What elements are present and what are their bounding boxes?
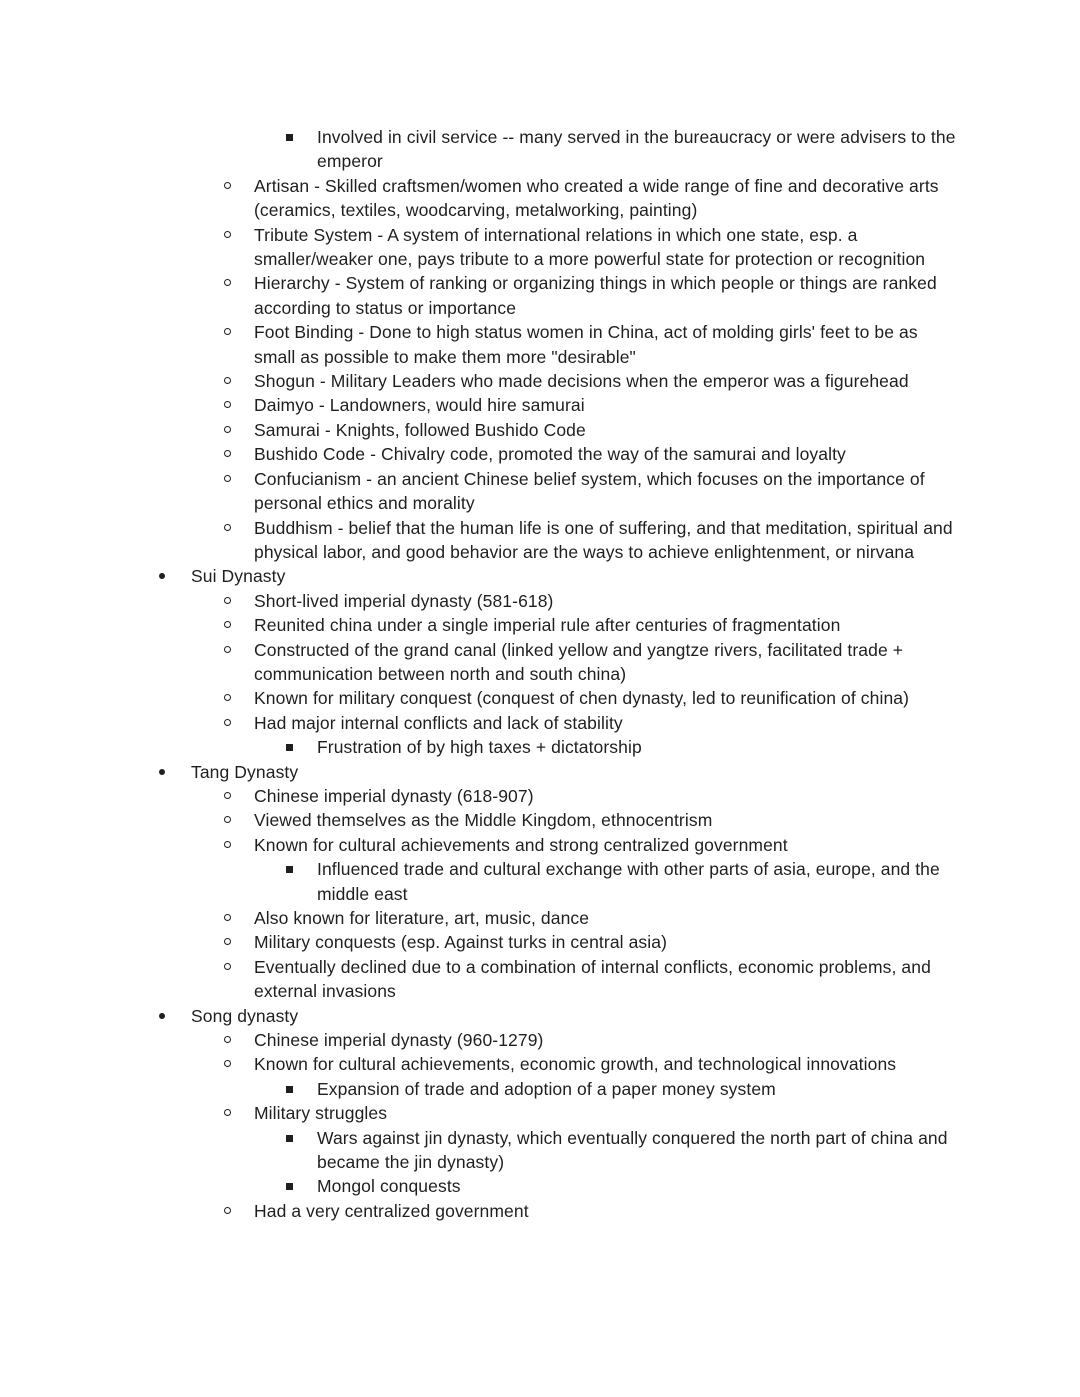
section-heading-song-dynasty: [0, 1004, 1080, 1028]
square-bullet-icon: [286, 1183, 293, 1190]
list-item-text: Short-lived imperial dynasty (581-618): [254, 590, 554, 611]
list-item-text: Also known for literature, art, music, dance: [254, 908, 590, 928]
list-item: [0, 1199, 1080, 1223]
list-item: [0, 320, 1080, 369]
list-item-text: Military struggles: [254, 1103, 388, 1124]
circle-bullet-icon: [224, 719, 231, 726]
circle-bullet-icon: [224, 401, 231, 408]
list-item-text: Wars against jin dynasty, which eventually conquered the north part of china and became the jin dynasty): [317, 1127, 948, 1173]
list-item: [0, 1126, 1080, 1175]
list-item-text: Hierarchy - System of ranking or organizing things in which people or things are ranked according to status or importance: [254, 273, 937, 318]
square-bullet-icon: [286, 1135, 293, 1142]
list-item-text: Frustration of by high taxes + dictatorship: [317, 737, 642, 758]
circle-bullet-icon: [224, 377, 231, 384]
square-bullet-icon: [286, 1086, 293, 1093]
list-item: [0, 369, 1080, 393]
list-item: [0, 808, 1080, 832]
section-heading-text: Sui Dynasty: [191, 566, 286, 587]
list-item: [0, 613, 1080, 637]
list-item-text: Chinese imperial dynasty (618-907): [254, 785, 534, 806]
list-item-text: Tribute System - A system of international relations in which one state, esp. a smaller/weaker one, pays tribute to a more powerful state for protection or recognition: [254, 224, 926, 270]
notes-document: [0, 125, 1080, 1223]
list-item-text: Chinese imperial dynasty (960-1279): [254, 1030, 544, 1051]
circle-bullet-icon: [224, 1109, 231, 1116]
circle-bullet-icon: [224, 938, 231, 945]
square-bullet-icon: [286, 866, 293, 873]
circle-bullet-icon: [224, 279, 231, 286]
list-item-text: Known for cultural achievements, economic growth, and technological innovations: [254, 1054, 897, 1075]
list-item-text: Eventually declined due to a combination of internal conflicts, economic problems, and external invasions: [254, 956, 931, 1002]
list-item-text: Reunited china under a single imperial rule after centuries of fragmentation: [254, 615, 841, 636]
list-item: [0, 930, 1080, 954]
circle-bullet-icon: [224, 1060, 231, 1067]
list-item: [0, 906, 1080, 930]
list-item: [0, 833, 1080, 857]
circle-bullet-icon: [224, 450, 231, 457]
list-item-text: Viewed themselves as the Middle Kingdom, ethnocentrism: [254, 810, 713, 831]
list-item-text: Expansion of trade and adoption of a paper money system: [317, 1078, 776, 1099]
list-item: [0, 271, 1080, 320]
list-item-text: Constructed of the grand canal (linked yellow and yangtze rivers, facilitated trade + communication between north and south china): [254, 639, 904, 684]
list-item: [0, 955, 1080, 1004]
list-item: [0, 223, 1080, 272]
circle-bullet-icon: [224, 646, 231, 653]
list-item: [0, 784, 1080, 808]
list-item-text: Known for cultural achievements and strong centralized government: [254, 834, 788, 855]
circle-bullet-icon: [224, 841, 231, 848]
list-item-text: Foot Binding - Done to high status women in China, act of molding girls' feet to be as small as possible to make them more "desirable": [254, 322, 918, 367]
circle-bullet-icon: [224, 475, 231, 482]
list-item: [0, 1101, 1080, 1125]
section-heading-sui-dynasty: [0, 564, 1080, 588]
list-item: [0, 1174, 1080, 1198]
circle-bullet-icon: [224, 426, 231, 433]
list-item: [0, 1028, 1080, 1052]
list-item: [0, 467, 1080, 516]
circle-bullet-icon: [224, 816, 231, 823]
list-item: [0, 686, 1080, 710]
section-heading-text: Tang Dynasty: [191, 761, 299, 782]
circle-bullet-icon: [224, 792, 231, 799]
list-item: [0, 516, 1080, 565]
circle-bullet-icon: [224, 963, 231, 970]
list-item: [0, 418, 1080, 442]
list-item: [0, 735, 1080, 759]
circle-bullet-icon: [224, 524, 231, 531]
dot-bullet-icon: [159, 1013, 165, 1019]
circle-bullet-icon: [224, 231, 231, 238]
circle-bullet-icon: [224, 621, 231, 628]
list-item-text: Mongol conquests: [317, 1176, 461, 1197]
list-item: [0, 125, 1080, 174]
section-heading-tang-dynasty: [0, 760, 1080, 784]
list-item: [0, 442, 1080, 466]
list-item-text: Involved in civil service -- many served in the bureaucracy or were advisers to the emperor: [317, 127, 956, 172]
list-item-text: Samurai - Knights, followed Bushido Code: [254, 419, 586, 440]
list-item: [0, 589, 1080, 613]
list-item: [0, 711, 1080, 735]
list-item-text: Military conquests (esp. Against turks in central asia): [254, 932, 668, 953]
dot-bullet-icon: [159, 769, 165, 775]
square-bullet-icon: [286, 134, 293, 141]
circle-bullet-icon: [224, 182, 231, 189]
list-item-text: Had a very centralized government: [254, 1200, 529, 1221]
list-item: [0, 1077, 1080, 1101]
list-item-text: Artisan - Skilled craftsmen/women who created a wide range of fine and decorative arts (ceramics, textiles, woodcarving, metalworking, painting): [254, 175, 939, 221]
list-item-text: Daimyo - Landowners, would hire samurai: [254, 395, 585, 416]
list-item: [0, 857, 1080, 906]
list-item: [0, 1052, 1080, 1076]
circle-bullet-icon: [224, 694, 231, 701]
list-item-text: Buddhism - belief that the human life is one of suffering, and that meditation, spiritual and physical labor, and good behavior are the ways to achieve enlightenment, or nirvana: [254, 517, 953, 562]
circle-bullet-icon: [224, 597, 231, 604]
circle-bullet-icon: [224, 914, 231, 921]
list-item-text: Shogun - Military Leaders who made decisions when the emperor was a figurehead: [254, 371, 909, 392]
circle-bullet-icon: [224, 1207, 231, 1214]
list-item: [0, 174, 1080, 223]
list-item-text: Bushido Code - Chivalry code, promoted the way of the samurai and loyalty: [254, 444, 846, 465]
list-item: [0, 638, 1080, 687]
list-item-text: Had major internal conflicts and lack of stability: [254, 712, 623, 733]
circle-bullet-icon: [224, 1036, 231, 1043]
list-item-text: Confucianism - an ancient Chinese belief system, which focuses on the importance of personal ethics and morality: [254, 468, 925, 514]
circle-bullet-icon: [224, 328, 231, 335]
dot-bullet-icon: [159, 573, 165, 579]
list-item-text: Known for military conquest (conquest of chen dynasty, led to reunification of china): [254, 688, 910, 709]
list-item-text: Influenced trade and cultural exchange with other parts of asia, europe, and the middle east: [317, 859, 940, 904]
square-bullet-icon: [286, 744, 293, 751]
list-item: [0, 393, 1080, 417]
section-heading-text: Song dynasty: [191, 1005, 299, 1026]
